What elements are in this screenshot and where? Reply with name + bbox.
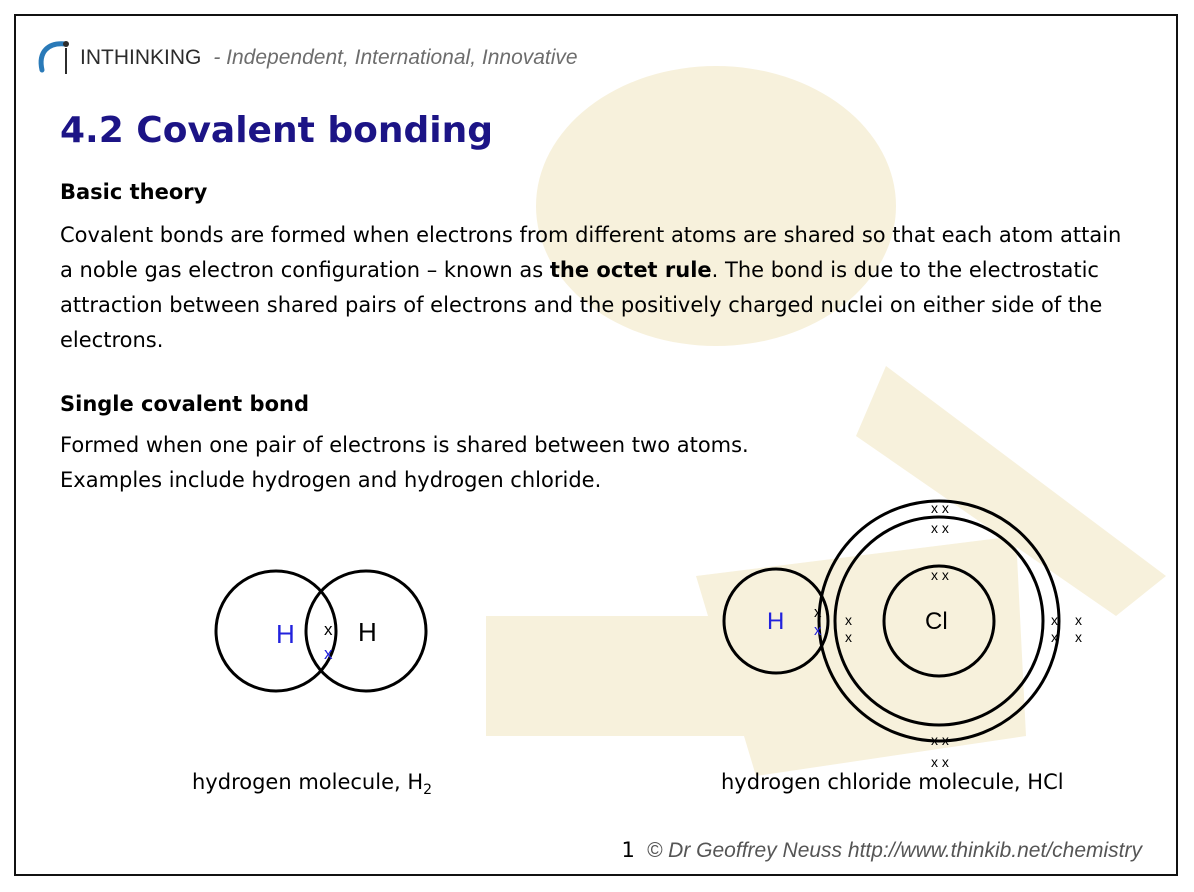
single-bond-line-1: Formed when one pair of electrons is shared between two atoms. (60, 433, 749, 457)
h2-caption-text: hydrogen molecule, H (192, 770, 424, 794)
single-bond-line-2: Examples include hydrogen and hydrogen chloride. (60, 468, 602, 492)
electron-right-h: x (324, 620, 333, 639)
page-number: 1 (621, 838, 635, 862)
hcl-electron-cl: x (814, 604, 822, 621)
electron-middle-bottom: x x (931, 732, 949, 748)
heading-basic-theory: Basic theory (60, 180, 208, 204)
paragraph-basic-theory (60, 218, 1140, 358)
electron-left-h: x (324, 644, 333, 663)
octet-rule-text: the octet rule (549, 258, 712, 282)
logo-text: INTHINKING (80, 46, 202, 69)
para-text-post: . The bond is due to the electrostatic attraction between shared pairs of electrons and the positively charged nuclei on either side of the electrons. (60, 258, 1103, 352)
h2-caption-subscript: 2 (423, 782, 433, 799)
hcl-h-label: H (767, 608, 785, 635)
page-title: 4.2 Covalent bonding (60, 110, 493, 151)
inthinking-logo-icon (36, 40, 76, 76)
electron-outer-top: x x (931, 500, 949, 516)
header (36, 38, 578, 78)
electron-middle-top: x x (931, 520, 949, 536)
slide (14, 14, 1178, 876)
hcl-caption: hydrogen chloride molecule, HCl (721, 770, 1064, 794)
electron-right-outer-2: x (1075, 629, 1082, 645)
h2-diagram (216, 561, 436, 701)
electron-left-pair-1: x (845, 612, 852, 628)
cl-electrons (845, 500, 1082, 770)
electron-left-pair-2: x (845, 629, 852, 645)
electron-inner-top: x x (931, 567, 949, 583)
hcl-electron-h: x (814, 622, 822, 639)
footer (621, 838, 1142, 863)
electron-right-outer-1: x (1075, 612, 1082, 628)
electron-right-middle-2: x (1051, 629, 1058, 645)
para-text-pre: Covalent bonds are formed when electrons from different atoms are shared so that each atom attain a noble gas electron configuration – known as (60, 223, 1122, 282)
electron-right-middle-1: x (1051, 612, 1058, 628)
tagline: - Independent, International, Innovative (213, 46, 578, 69)
h-right-label: H (358, 617, 377, 647)
electron-outer-bottom: x x (931, 754, 949, 770)
hcl-cl-label: Cl (925, 608, 948, 635)
h-left-label: H (276, 619, 295, 649)
heading-single-bond: Single covalent bond (60, 392, 309, 416)
hcl-diagram (711, 486, 1091, 770)
copyright-text: © Dr Geoffrey Neuss http://www.thinkib.net/chemistry (646, 839, 1142, 862)
h2-caption (192, 770, 432, 798)
